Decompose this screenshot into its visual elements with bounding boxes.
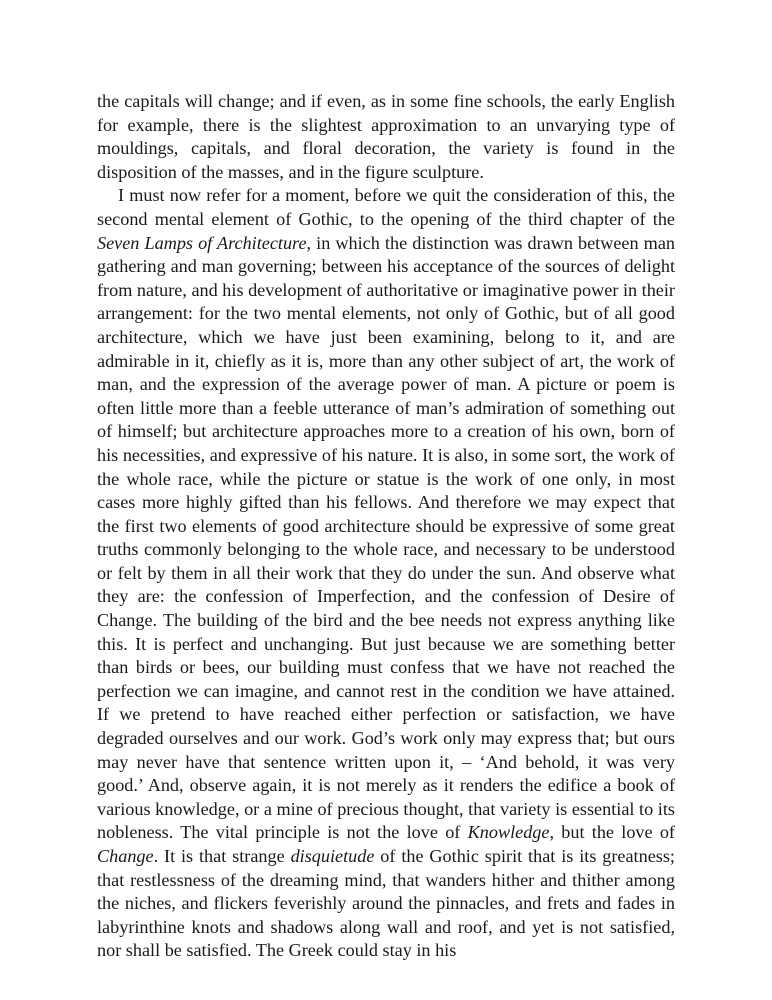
document-page [97,90,675,963]
text-segment: of the Gothic spirit that is its greatness; that restlessness of the dreaming mind, that wanders hither and thither among the niches, and flickers feverishly around the pinnacles, and frets and fades in labyrinthine knots and shadows along wall and roof, and yet is not satisfied, nor shall be satisfied. The Greek could stay in his [97,846,675,961]
book-title-italic: Seven Lamps of Architecture [97,232,307,253]
text-segment: I must now refer for a moment, before we quit the consideration of this, the second mental element of Gothic, to the opening of the third chapter of the [97,185,675,229]
emphasis-italic: Change [97,846,154,866]
text-segment: . It is that strange [153,846,291,866]
emphasis-italic: Knowledge [467,822,550,843]
emphasis-italic: disquietude [290,846,375,866]
paragraph-2 [97,184,675,963]
paragraph-1 [97,90,675,184]
text-segment: , but the love of [549,822,675,843]
text-segment: the capitals will change; and if even, as in some fine schools, the early English for example, there is the slightest approximation to an unvarying type of mouldings, capitals, and floral decoration, the variety is found in the disposition of the masses, and in the figure sculpture. [97,91,675,182]
text-segment: , in which the distinction was drawn between man gathering and man governing; between his acceptance of the sources of delight from nature, and his development of authoritative or imaginative power in their arrangement: for the two mental elements, not only of Gothic, but of all good architecture, which we have just been examining, belong to it, and are admirable in it, chiefly as it is, more than any other subject of art, the work of man, and the expression of the average power of man. A picture or poem is often little more than a feeble utterance of man’s admiration of something out of himself; but architecture approaches more to a creation of his own, born of his necessities, and expressive of his nature. It is also, in some sort, the work of the whole race, while the picture or statue is the work of one only, in most cases more highly gifted than his fellows. And therefore we may expect that the first two elements of good architecture should be expressive of some great truths commonly belonging to the whole race, and necessary to be understood or felt by them in all their work that they do under the sun. And observe what they are: the confession of Imperfection, and the confession of Desire of Change. The building of the bird and the bee needs not express anything like this. It is perfect and unchanging. But just because we are something better than birds or bees, our building must confess that we have not reached the perfection we can imagine, and cannot rest in the condition we have attained. If we pretend to have reached either perfection or satisfaction, we have degraded ourselves and our work. God’s work only may express that; but ours may never have that sentence written upon it, – ‘And behold, it was very good.’ And, observe again, it is not merely as it renders the edifice a book of various knowledge, or a mine of precious thought, that variety is essential to its nobleness. The vital principle is not the love of [97,232,675,843]
